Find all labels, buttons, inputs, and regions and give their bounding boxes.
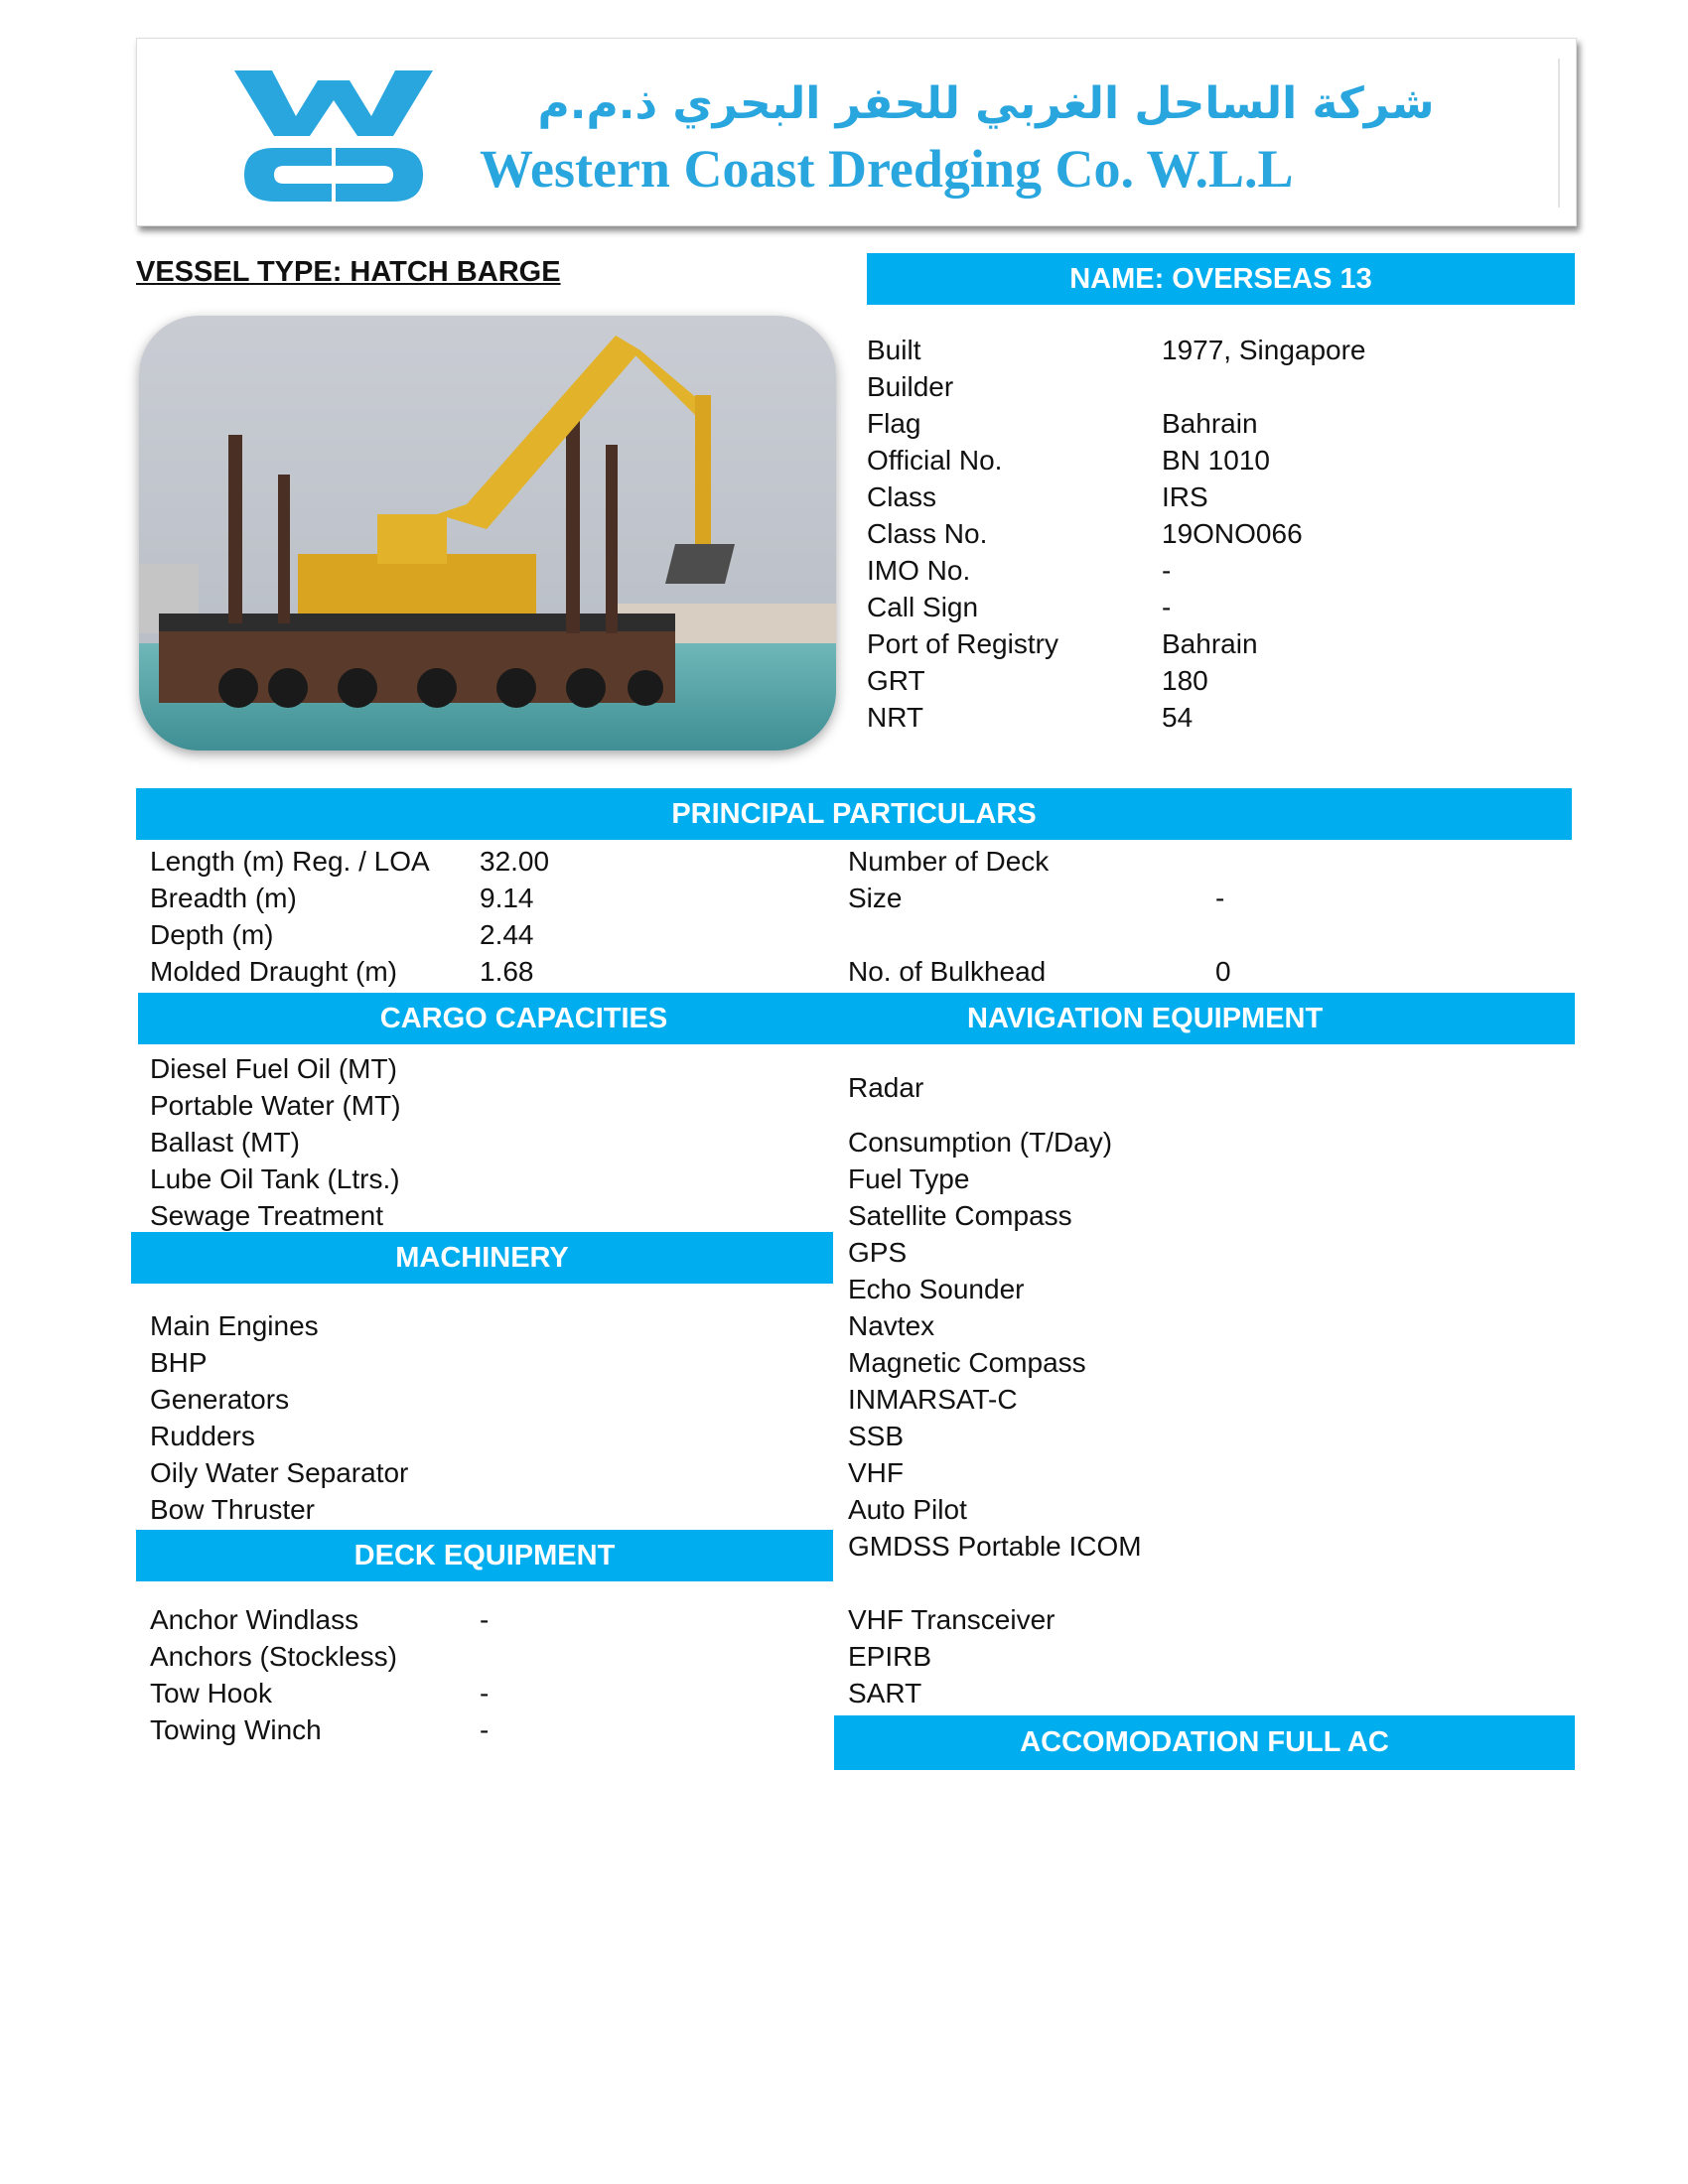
principal-value: 32.00 — [480, 846, 550, 877]
vessel-info-value: 19ONO066 — [1162, 518, 1303, 549]
vessel-info-label: IMO No. — [867, 555, 971, 586]
company-arabic-name: شركة الساحل الغربي للحفر البحري ذ.م.م — [537, 78, 1435, 129]
vessel-name-band: NAME: OVERSEAS 13 — [867, 253, 1575, 305]
machinery-item: BHP — [150, 1347, 208, 1378]
letterhead-divider — [1558, 59, 1560, 207]
navigation-item: Satellite Compass — [848, 1200, 1072, 1231]
deck-item-value: - — [480, 1604, 490, 1635]
principal-label: Number of Deck — [848, 846, 1050, 877]
principal-label: Depth (m) — [150, 919, 274, 950]
principal-label: Size — [848, 883, 903, 913]
deck-item-label: Tow Hook — [150, 1678, 272, 1708]
vessel-photo — [139, 316, 836, 751]
barge-excavator-image — [139, 316, 836, 751]
navigation-item: VHF — [848, 1457, 904, 1488]
letterhead — [136, 38, 1577, 226]
vessel-info-label: GRT — [867, 665, 925, 696]
deck-item-value: - — [480, 1678, 490, 1708]
principal-value: 0 — [1215, 956, 1231, 987]
machinery-item: Rudders — [150, 1421, 255, 1451]
vessel-info-value: - — [1162, 592, 1172, 622]
deck-equipment-band: DECK EQUIPMENT — [136, 1530, 833, 1581]
vessel-info-label: NRT — [867, 702, 924, 733]
principal-label: Molded Draught (m) — [150, 956, 397, 987]
cargo-item: Diesel Fuel Oil (MT) — [150, 1053, 397, 1084]
vessel-info-label: Flag — [867, 408, 921, 439]
vessel-info-value: 180 — [1162, 665, 1208, 696]
vessel-info-value: 1977, Singapore — [1162, 335, 1366, 365]
navigation-item: Fuel Type — [848, 1163, 970, 1194]
navigation-item: Auto Pilot — [848, 1494, 967, 1525]
navigation-item: EPIRB — [848, 1641, 932, 1672]
navigation-item: SART — [848, 1678, 922, 1708]
cargo-item: Lube Oil Tank (Ltrs.) — [150, 1163, 400, 1194]
company-logo-icon — [234, 70, 433, 202]
principal-value: 9.14 — [480, 883, 534, 913]
navigation-item: Navtex — [848, 1310, 935, 1341]
navigation-item: Radar — [848, 1072, 924, 1103]
cargo-item: Sewage Treatment — [150, 1200, 384, 1231]
navigation-item: VHF Transceiver — [848, 1604, 1055, 1635]
cargo-item: Ballast (MT) — [150, 1127, 300, 1158]
cargo-item: Portable Water (MT) — [150, 1090, 401, 1121]
navigation-item: INMARSAT-C — [848, 1384, 1018, 1415]
vessel-info-label: Built — [867, 335, 921, 365]
vessel-info-value: BN 1010 — [1162, 445, 1270, 476]
vessel-type-heading: VESSEL TYPE: HATCH BARGE — [136, 256, 561, 288]
machinery-item: Main Engines — [150, 1310, 319, 1341]
navigation-item: Magnetic Compass — [848, 1347, 1086, 1378]
navigation-item: GPS — [848, 1237, 908, 1268]
vessel-info-label: Builder — [867, 371, 954, 402]
principal-particulars-band: PRINCIPAL PARTICULARS — [136, 788, 1572, 840]
principal-value: - — [1215, 883, 1225, 913]
principal-value: 2.44 — [480, 919, 534, 950]
principal-label: Breadth (m) — [150, 883, 297, 913]
machinery-item: Generators — [150, 1384, 290, 1415]
accommodation-band: ACCOMODATION FULL AC — [834, 1715, 1575, 1770]
vessel-info-value: 54 — [1162, 702, 1194, 733]
vessel-info-value: Bahrain — [1162, 408, 1258, 439]
vessel-info-label: Call Sign — [867, 592, 979, 622]
vessel-info-value: IRS — [1162, 481, 1208, 512]
vessel-info-label: Class — [867, 481, 937, 512]
vessel-info-value: - — [1162, 555, 1172, 586]
company-english-name: Western Coast Dredging Co. W.L.L — [480, 139, 1294, 199]
vessel-info-label: Class No. — [867, 518, 988, 549]
principal-value: 1.68 — [480, 956, 534, 987]
machinery-item: Oily Water Separator — [150, 1457, 409, 1488]
cargo-capacities-band: CARGO CAPACITIES — [138, 993, 910, 1044]
principal-label: No. of Bulkhead — [848, 956, 1047, 987]
vessel-info-label: Port of Registry — [867, 628, 1058, 659]
navigation-item: GMDSS Portable ICOM — [848, 1531, 1142, 1562]
navigation-item: Echo Sounder — [848, 1274, 1025, 1304]
deck-item-value: - — [480, 1714, 490, 1745]
navigation-item: SSB — [848, 1421, 905, 1451]
vessel-info-value: Bahrain — [1162, 628, 1258, 659]
navigation-item: Consumption (T/Day) — [848, 1127, 1113, 1158]
deck-item-label: Anchors (Stockless) — [150, 1641, 397, 1672]
machinery-band: MACHINERY — [131, 1232, 833, 1284]
deck-item-label: Towing Winch — [150, 1714, 322, 1745]
principal-label: Length (m) Reg. / LOA — [150, 846, 430, 877]
machinery-item: Bow Thruster — [150, 1494, 315, 1525]
deck-item-label: Anchor Windlass — [150, 1604, 359, 1635]
navigation-equipment-band: NAVIGATION EQUIPMENT — [910, 993, 1575, 1044]
vessel-info-label: Official No. — [867, 445, 1003, 476]
